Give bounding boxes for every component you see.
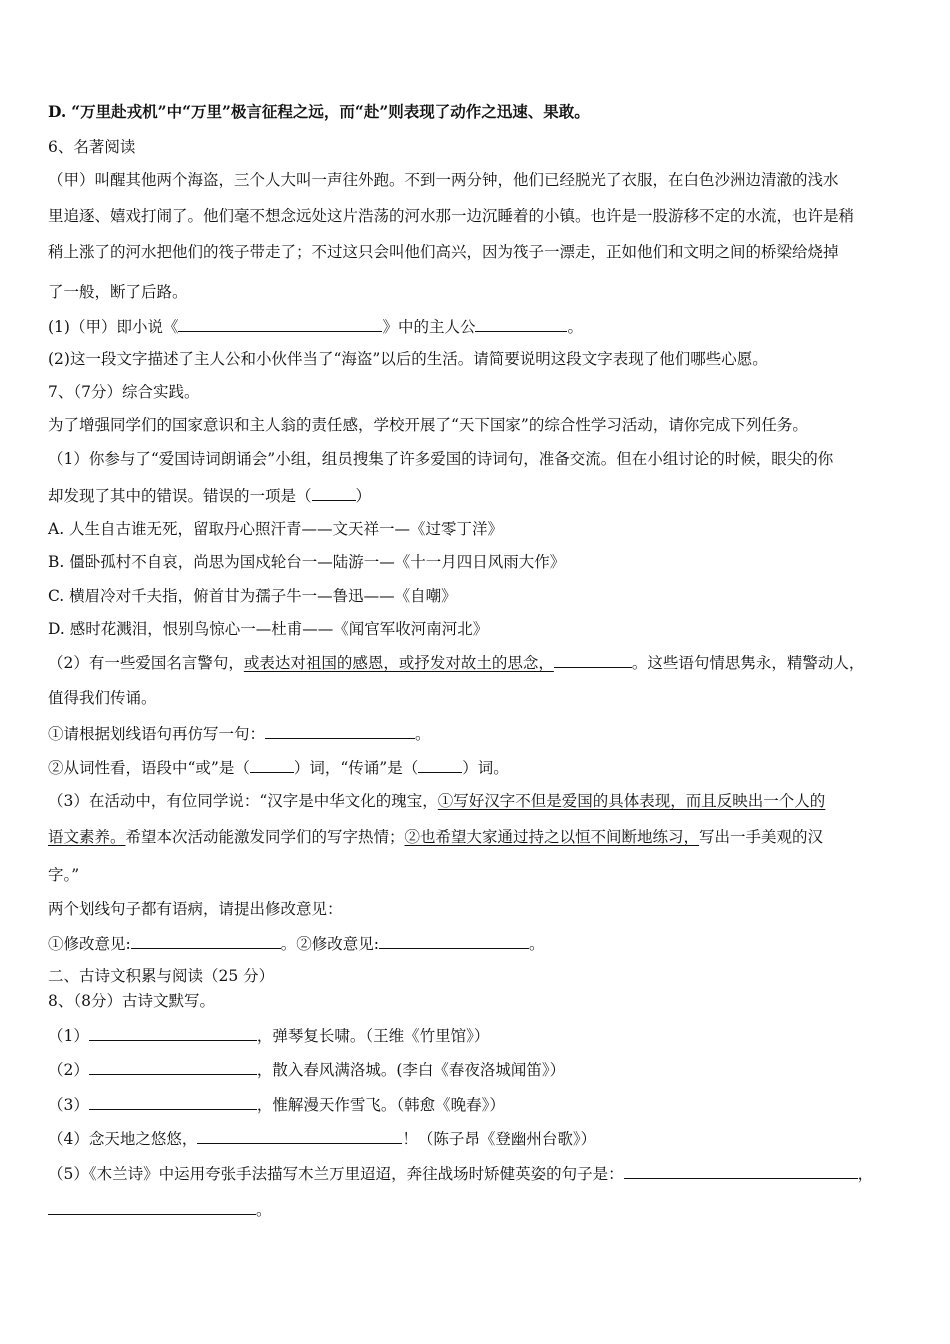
- q7-sub1-line1: （1）你参与了“爱国诗词朗诵会”小组，组员搜集了许多爱国的诗词句，准备交流。但在小组讨论的时候，眼尖的你: [48, 450, 834, 468]
- q7-sub3-line1: （3）在活动中，有位同学说：“汉字是中华文化的瑰宝，①写好汉字不但是爱国的具体表现，而且反映出一个人的: [48, 792, 826, 810]
- q7-sub2-q1: ①请根据划线语句再仿写一句： 。: [48, 722, 908, 745]
- poem-blank-3[interactable]: [89, 1093, 257, 1110]
- word-class-blank[interactable]: [418, 756, 462, 773]
- q7-sub1-line2: 却发现了其中的错误。错误的一项是（ ）: [48, 484, 908, 507]
- q6-sub2: (2)这一段文字描述了主人公和小伙伴当了“海盗”以后的生活。请简要说明这段文字表现了他们哪些心愿。: [48, 350, 768, 368]
- protagonist-blank[interactable]: [475, 315, 567, 332]
- q6-passage-line: 了一般，断了后路。: [48, 283, 188, 301]
- q7-intro: 为了增强同学们的国家意识和主人翁的责任感，学校开展了“天下国家”的综合性学习活动，请你完成下列任务。: [48, 416, 808, 434]
- underlined-sentence-2: ②也希望大家通过持之以恒不间断地练习，: [404, 828, 700, 846]
- q8-item-5-continued: 。: [48, 1198, 908, 1221]
- word-class-blank[interactable]: [250, 756, 294, 773]
- q6-sub1: (1)（甲）即小说《 》中的主人公 。: [48, 315, 908, 338]
- option-text: “万里赴戎机”中“万里”极言征程之远，而“赴”则表现了动作之迅速、果敢。: [71, 102, 590, 121]
- poem-blank-5a[interactable]: [624, 1162, 858, 1179]
- option-letter: D.: [48, 102, 67, 121]
- q8-item-3: （3） ，惟解漫天作雪飞。（韩愈《晚春》）: [48, 1093, 908, 1116]
- modification-blank-2[interactable]: [379, 932, 529, 949]
- q7-option-d: D. 感时花溅泪，恨别鸟惊心一—杜甫——《闻官军收河南河北》: [48, 620, 489, 638]
- poem-blank-5b[interactable]: [48, 1198, 256, 1215]
- q8-item-2: （2） ，散入春风满洛城。(李白《春夜洛城闻笛》）: [48, 1058, 908, 1081]
- poem-blank-1[interactable]: [89, 1024, 257, 1041]
- q8-item-5: （5）《木兰诗》中运用夸张手法描写木兰万里迢迢，奔往战场时矫健英姿的句子是： ，: [48, 1162, 908, 1185]
- underlined-sentence: 或表达对祖国的感恩，或抒发对故土的思念，: [243, 654, 554, 672]
- modification-blank-1[interactable]: [131, 932, 281, 949]
- q7-option-a: A. 人生自古谁无死，留取丹心照汗青——文天祥一—《过零丁洋》: [48, 520, 504, 538]
- q7-sub2-q2: ②从词性看，语段中“或”是（ ）词，“传诵”是（ ）词。: [48, 756, 908, 779]
- q8-title: 8、（8分）古诗文默写。: [48, 992, 215, 1010]
- q6-title: 6、名著阅读: [48, 138, 136, 156]
- q7-sub2-line1: （2）有一些爱国名言警句，或表达对祖国的感恩，或抒发对故土的思念， 。这些语句情思隽永，精警动人，: [48, 651, 908, 674]
- q8-item-4: （4）念天地之悠悠， ！（陈子昂《登幽州台歌》）: [48, 1127, 908, 1150]
- q7-modification-line: ①修改意见: 。②修改意见: 。: [48, 932, 908, 955]
- q5-option-d: [48, 101, 908, 123]
- sub2-blank[interactable]: [554, 651, 632, 668]
- q7-option-c: C. 横眉冷对千夫指，俯首甘为孺子牛一—鲁迅——《自嘲》: [48, 587, 457, 605]
- q6-passage-line: 稍上涨了的河水把他们的筏子带走了；不过这只会叫他们高兴，因为筏子一漂走，正如他们和文明之间的桥梁给烧掉: [48, 243, 839, 261]
- underlined-sentence-1: ①写好汉字不但是爱国的具体表现，而且反映出一个人的: [437, 792, 826, 810]
- q7-option-b: B. 僵卧孤村不自哀，尚思为国戍轮台一—陆游一—《十一月四日风雨大作》: [48, 553, 566, 571]
- q6-passage-line: 里追逐、嬉戏打闹了。他们毫不想念远处这片浩荡的河水那一边沉睡着的小镇。也许是一股游移不定的水流，也许是稍: [48, 207, 855, 225]
- q7-sub2-line2: 值得我们传诵。: [48, 689, 157, 707]
- imitation-blank[interactable]: [265, 722, 415, 739]
- q7-sub3-instruction: 两个划线句子都有语病，请提出修改意见：: [48, 900, 343, 918]
- poem-blank-4[interactable]: [197, 1127, 402, 1144]
- q7-sub3-line2: 语文素养。希望本次活动能激发同学们的写字热情；②也希望大家通过持之以恒不间断地练习，写出一手美观的汉: [48, 828, 824, 846]
- q7-title: 7、（7分）综合实践。: [48, 383, 200, 401]
- answer-blank[interactable]: [312, 484, 356, 501]
- section-2-title: 二、古诗文积累与阅读（25 分）: [48, 967, 275, 985]
- underlined-sentence-1-end: 语文素养。: [48, 828, 126, 846]
- poem-blank-2[interactable]: [89, 1058, 257, 1075]
- q7-sub3-line3: 字。”: [48, 866, 80, 884]
- q8-item-1: （1） ，弹琴复长啸。（王维《竹里馆》）: [48, 1024, 908, 1047]
- q6-passage-line: （甲）叫醒其他两个海盗，三个人大叫一声往外跑。不到一两分钟，他们已经脱光了衣服，在白色沙洲边清澈的浅水: [48, 171, 839, 189]
- novel-title-blank[interactable]: [178, 315, 382, 332]
